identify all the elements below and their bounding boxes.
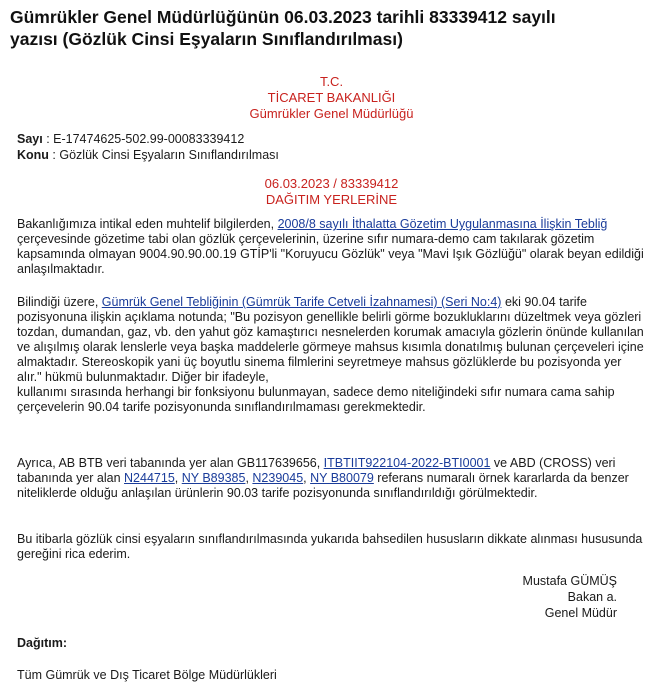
paragraph-4: Bu itibarla gözlük cinsi eşyaların sınıflandırılmasında yukarıda bahsedilen hususların dikkate alınması hususunda gereğini rica ederim. — [17, 532, 643, 561]
link-gumruk-genel-teblig[interactable]: Gümrük Genel Tebliğinin (Gümrük Tarife Cetveli İzahnamesi) (Seri No:4) — [101, 295, 502, 309]
title-line-1: Gümrükler Genel Müdürlüğünün 06.03.2023 tarihli 83339412 sayılı — [10, 7, 556, 27]
link-ny-b80079[interactable]: NY B80079 — [310, 471, 374, 485]
title-line-2: yazısı (Gözlük Cinsi Eşyaların Sınıflandırılması) — [10, 29, 403, 49]
paragraph-1 — [17, 217, 645, 277]
letterhead — [0, 74, 663, 122]
signature-name: Mustafa GÜMÜŞ — [522, 574, 617, 588]
paragraph-3 — [17, 456, 645, 501]
sayi-value: : E-17474625-502.99-00083339412 — [46, 132, 245, 146]
document-title — [10, 6, 650, 50]
paragraph-1-text-a: Bakanlığımıza intikal eden muhtelif bilgilerden, — [17, 217, 278, 231]
konu-line — [17, 147, 279, 163]
letterhead-ministry: TİCARET BAKANLIĞI — [267, 90, 396, 105]
paragraph-3-sep-2: , — [245, 471, 253, 485]
paragraph-2-text-b: eki 90.04 tarife pozisyonuna ilişkin açıklama notunda; "Bu pozisyon genellikle belirli görme bozukluklarını düzeltmek veya gözleri tozdan, dumandan, gaz, vb. den yahut göz kamaştırıcı nesnelerden korumak amacıyla gözlerin önünde kullanılan ve alışılmış olarak lenslerle veya başka maddelerle görmeye mahsus kısımla donatılmış bulunan çerçeveleri içine almaktadır. Stereoskopik yani üç boyutlu sinema filmlerini seyretmeye mahsus gözlüklerde bu pozisyonda yer alır." hükmü bulunmaktadır. Diğer bir ifadeyle, — [17, 295, 644, 384]
paragraph-3-sep-3: , — [303, 471, 311, 485]
paragraph-2-text-a: Bilindiği üzere, — [17, 295, 102, 309]
signature-role: Bakan a. — [567, 590, 617, 604]
reference-block — [0, 176, 663, 208]
paragraph-3-sep-1: , — [174, 471, 182, 485]
reference-distribution: DAĞITIM YERLERİNE — [265, 192, 398, 207]
sayi-line — [17, 131, 244, 147]
paragraph-3-text-c: referans numaralı örnek kararlarda da benzer niteliklerde olduğu anlaşılan ürünlerin 90.03 tarife pozisyonunda sınıflandırıldığı görülmektedir. — [17, 471, 629, 500]
distribution-label: Dağıtım: — [17, 636, 67, 650]
link-n239045[interactable]: N239045 — [252, 471, 304, 485]
reference-date-number: 06.03.2023 / 83339412 — [264, 176, 399, 191]
letterhead-directorate: Gümrükler Genel Müdürlüğü — [249, 106, 414, 121]
link-gozetim-teblig[interactable]: 2008/8 sayılı İthalatta Gözetim Uygulanmasına İlişkin Tebliğ — [277, 217, 608, 231]
konu-label: Konu — [17, 148, 49, 162]
paragraph-3-text-b: ve ABD (CROSS) veri tabanında yer alan — [17, 456, 616, 485]
sayi-label: Sayı — [17, 132, 43, 146]
link-n244715[interactable]: N244715 — [124, 471, 175, 485]
paragraph-2 — [17, 295, 645, 415]
distribution-item: Tüm Gümrük ve Dış Ticaret Bölge Müdürlükleri — [17, 668, 277, 682]
signature-title: Genel Müdür — [544, 606, 617, 620]
link-itbtiit[interactable]: ITBTIIT922104-2022-BTI0001 — [323, 456, 491, 470]
link-ny-b89385[interactable]: NY B89385 — [181, 471, 246, 485]
paragraph-3-text-a: Ayrıca, AB BTB veri tabanında yer alan GB117639656, — [17, 456, 324, 470]
signature-block — [523, 573, 617, 621]
letterhead-tc: T.C. — [319, 74, 344, 89]
paragraph-2-text-c: kullanımı sırasında herhangi bir fonksiyonu bulunmayan, sadece demo niteliğindeki sıfır numara cama sahip çerçevelerin 90.04 tarife pozisyonunda sınıflandırılmaması gerekmektedir. — [17, 385, 615, 414]
paragraph-1-text-b: çerçevesinde gözetime tabi olan gözlük çerçevelerinin, üzerine sıfır numara-demo cam takılarak gözetim kapsamında olmayan 9004.90.90.00.19 GTİP'li "Koruyucu Gözlük" veya "Mavi Işık Gözlüğü" olarak beyan edildiği anlaşılmaktadır. — [17, 232, 644, 276]
konu-value: : Gözlük Cinsi Eşyaların Sınıflandırılması — [52, 148, 279, 162]
